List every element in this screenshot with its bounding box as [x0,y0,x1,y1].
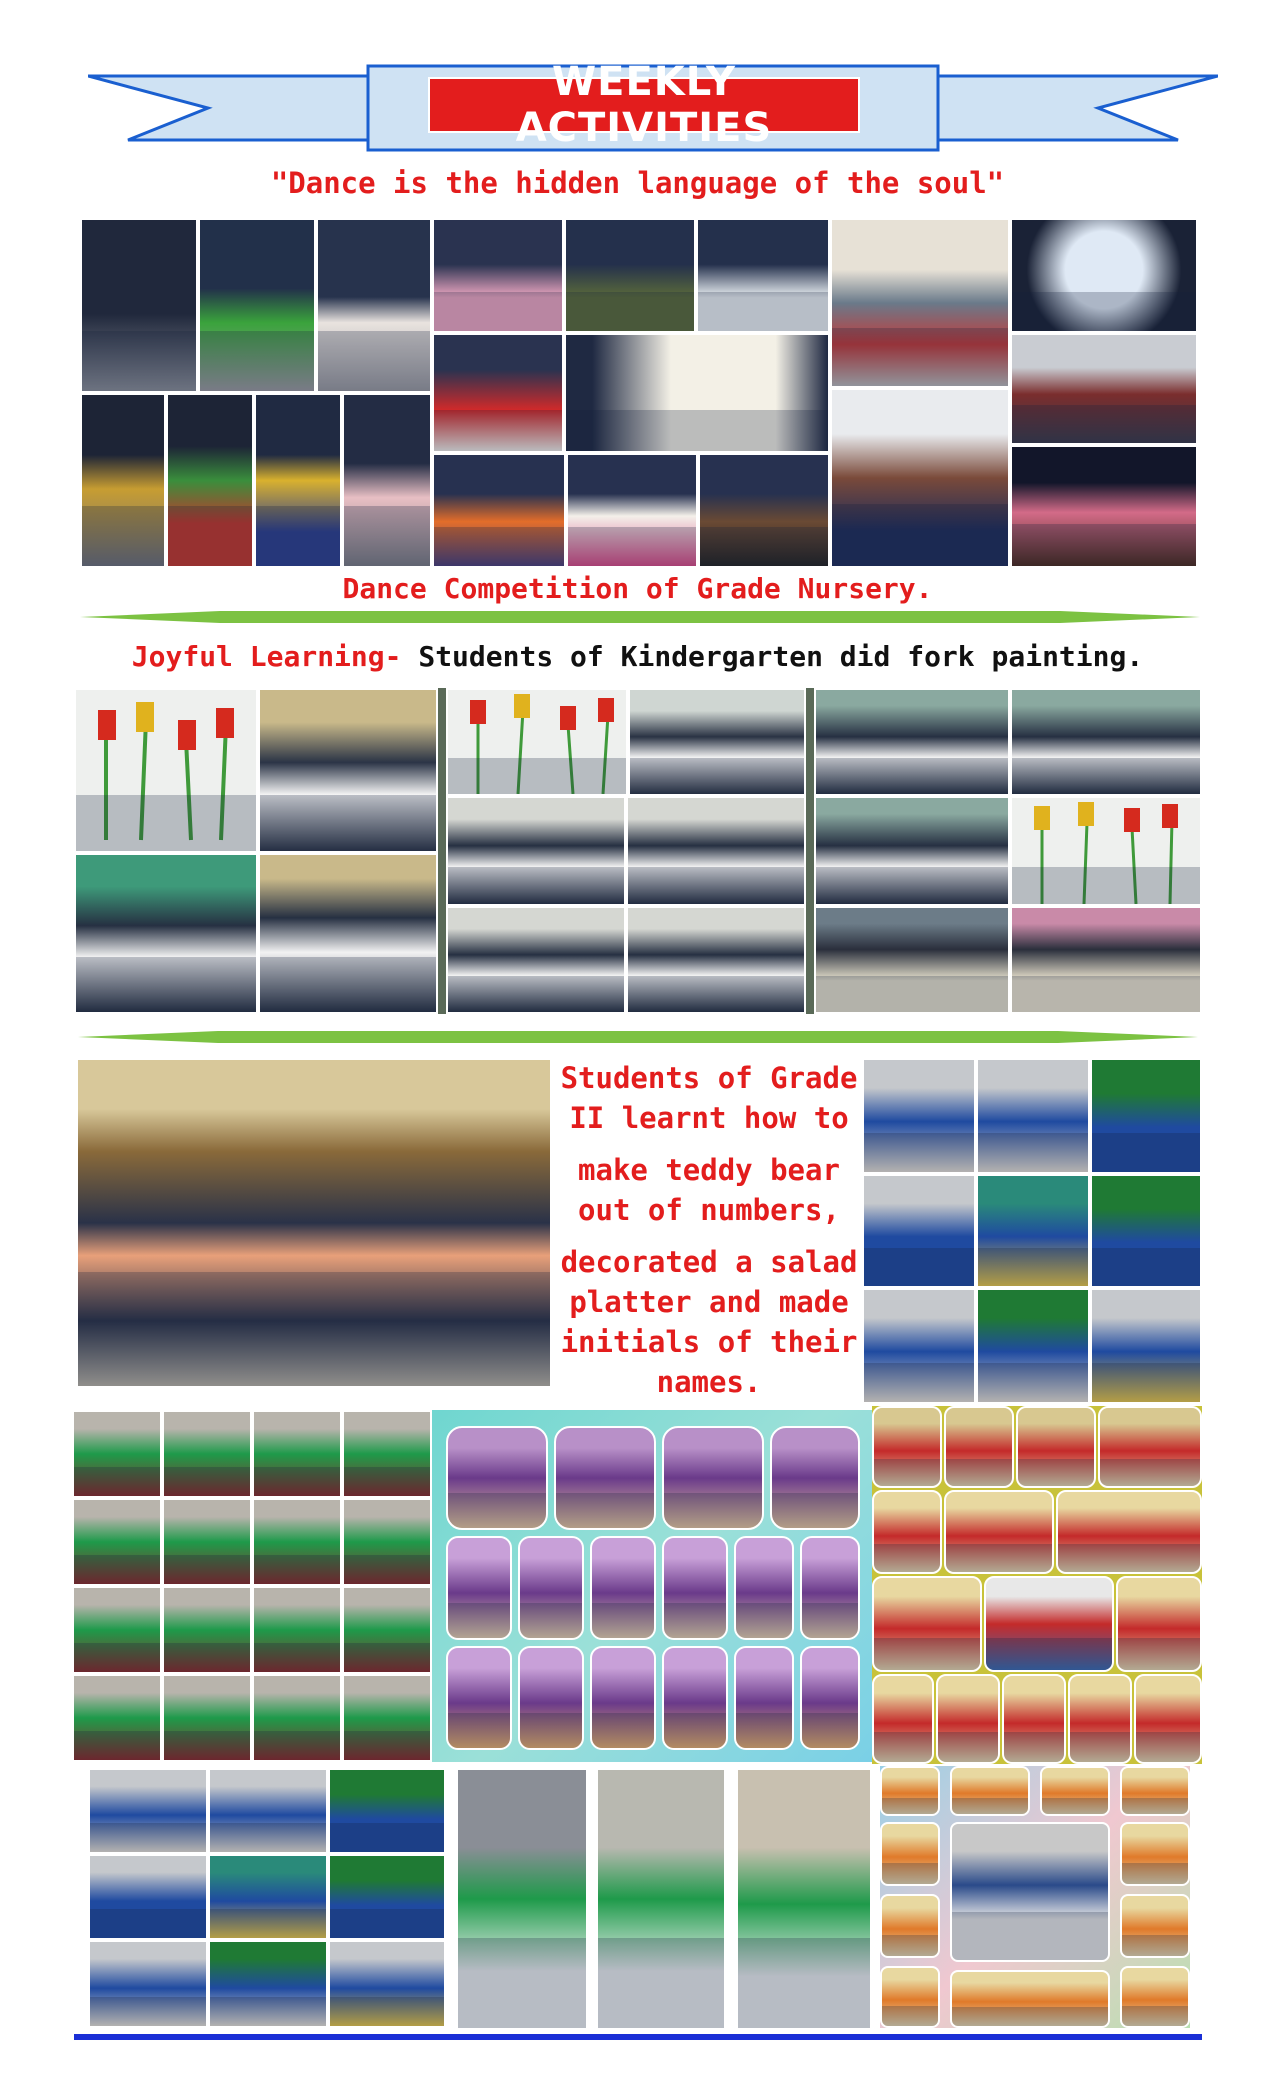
green-salad-collage [72,1410,432,1762]
salad-photo [456,1768,588,2030]
dance-photo [566,453,698,568]
dance-caption: Dance Competition of Grade Nursery. [342,572,933,605]
salad-photo [770,1426,860,1530]
fork-painting-photo [74,688,258,853]
salad-photo [1120,1894,1190,1958]
dance-photo [1010,445,1198,568]
fork-painting-photo [1010,688,1202,796]
salad-photo [862,1288,976,1404]
red-salad-collage [872,1406,1202,1764]
grade2-line: names. [656,1365,762,1399]
salad-photo [208,1854,328,1940]
salad-photo [518,1536,584,1640]
section-divider [80,610,1200,624]
fork-painting-photo [814,796,1010,906]
salad-photo [208,1768,328,1854]
salad-photo [342,1674,432,1762]
salad-photo [662,1536,728,1640]
salad-photo [880,1766,940,1816]
salad-photo [590,1536,656,1640]
dance-collage [80,218,1198,568]
salad-photo [72,1586,162,1674]
salad-photo [800,1536,860,1640]
salad-photo [252,1498,342,1586]
salad-photo [800,1646,860,1750]
salad-photo [328,1768,446,1854]
bottom-rule [74,2034,1202,2040]
salad-photo [862,1058,976,1174]
salad-photo [872,1576,982,1672]
fork-painting-photo [1010,796,1202,906]
salad-photo [734,1646,794,1750]
salad-photo [590,1646,656,1750]
fork-painting-photo [74,853,258,1014]
salad-photo [1134,1674,1202,1764]
grade2-line: II learnt how to [569,1101,849,1135]
salad-photo [944,1406,1014,1488]
dance-photo [698,453,830,568]
grade2-line: platter and made [569,1285,849,1319]
salad-collage-right [862,1058,1202,1404]
dance-photo [1010,333,1198,445]
dance-photo [432,333,564,453]
salad-photo [880,1894,940,1958]
grade2-line: make teddy bear [578,1153,840,1187]
dance-photo [696,218,830,333]
dance-photo [166,393,254,568]
fork-caption-lead: Joyful Learning- [131,640,402,673]
grade2-line: decorated a salad [560,1245,858,1279]
dance-quote: "Dance is the hidden language of the soul" [270,166,1005,200]
salad-photo [1116,1576,1202,1672]
salad-photo [72,1498,162,1586]
grade2-line: initials of their [560,1325,858,1359]
salad-photo [518,1646,584,1750]
salad-photo [1040,1766,1110,1816]
title-box [428,59,860,151]
salad-photo [342,1410,432,1498]
salad-photo [872,1674,934,1764]
fork-painting-photo [626,906,806,1014]
salad-photo [944,1490,1054,1574]
salad-photo [328,1854,446,1940]
dance-photo [830,218,1010,388]
salad-photo [976,1288,1090,1404]
dance-photo [564,333,830,453]
salad-photo [662,1426,764,1530]
salad-photo [1002,1674,1066,1764]
salad-photo [162,1410,252,1498]
salad-photo [950,1766,1030,1816]
dance-photo [80,218,198,393]
fork-painting-photo [258,688,438,853]
fork-painting-photo [814,906,1010,1014]
salad-photo [1120,1966,1190,2028]
salad-photo [162,1586,252,1674]
salad-photo [862,1174,976,1288]
salad-photo [88,1768,208,1854]
fork-painting-photo [814,688,1010,796]
dance-photo [432,453,566,568]
salad-photo [880,1822,940,1886]
section-divider [78,1030,1198,1044]
salad-photo [984,1576,1114,1672]
dance-photo [1010,218,1198,333]
salad-photo [1098,1406,1202,1488]
fork-painting-photo [258,853,438,1014]
salad-photo [446,1646,512,1750]
dance-photo [254,393,342,568]
dance-photo [316,218,432,393]
salad-photo [446,1536,512,1640]
salad-photo [950,1970,1110,2028]
dance-photo [198,218,316,393]
page-title: WEEKLY ACTIVITIES [515,59,773,151]
salad-photo [596,1768,726,2030]
fork-painting-caption [0,640,1275,673]
fork-painting-photo [446,796,626,906]
salad-photo [1090,1058,1202,1174]
salad-photo [342,1586,432,1674]
dance-photo [432,218,564,333]
salad-photo [1090,1174,1202,1288]
grade2-line: Students of Grade [560,1061,858,1095]
salad-photo [88,1940,208,2028]
grade2-group-photo [76,1058,552,1388]
fork-painting-photo [446,688,628,796]
salad-photo [662,1646,728,1750]
dance-photo [830,388,1010,568]
salad-photo [252,1586,342,1674]
salad-photo [1056,1490,1202,1574]
salad-photo [72,1410,162,1498]
salad-photo [554,1426,656,1530]
fork-painting-photo [628,688,806,796]
fork-painting-photo [446,906,626,1014]
salad-photo [72,1674,162,1762]
salad-photo [950,1822,1110,1962]
salad-photo [872,1490,942,1574]
salad-photo [208,1940,328,2028]
salad-photo [162,1674,252,1762]
grade2-description [556,1058,862,1402]
salad-photo [342,1498,432,1586]
salad-photo [976,1174,1090,1288]
dance-photo [564,218,696,333]
fork-caption-text: Students of Kindergarten did fork painting. [401,640,1144,673]
fork-painting-photo [1010,906,1202,1014]
salad-photo [976,1058,1090,1174]
dance-photo [80,393,166,568]
salad-photo [328,1940,446,2028]
grade2-line: out of numbers, [578,1193,840,1227]
salad-photo [446,1426,548,1530]
salad-photo [880,1966,940,2028]
fork-painting-collage [74,688,1202,1014]
salad-photo [736,1768,872,2030]
salad-photo [1120,1822,1190,1886]
salad-photo [1090,1288,1202,1404]
salad-photo [936,1674,1000,1764]
salad-photo [1068,1674,1132,1764]
salad-photo [734,1536,794,1640]
salad-photo [872,1406,942,1488]
salad-photo [1120,1766,1190,1816]
green-salad-portraits [456,1768,872,2030]
salad-photo [162,1498,252,1586]
fork-painting-photo [626,796,806,906]
salad-photo [88,1854,208,1940]
dance-photo [342,393,432,568]
orange-salad-collage [880,1766,1190,2028]
purple-salad-collage [432,1410,872,1762]
salad-photo [252,1410,342,1498]
salad-photo [252,1674,342,1762]
salad-photo [1016,1406,1096,1488]
blue-salad-collage [88,1768,446,2028]
